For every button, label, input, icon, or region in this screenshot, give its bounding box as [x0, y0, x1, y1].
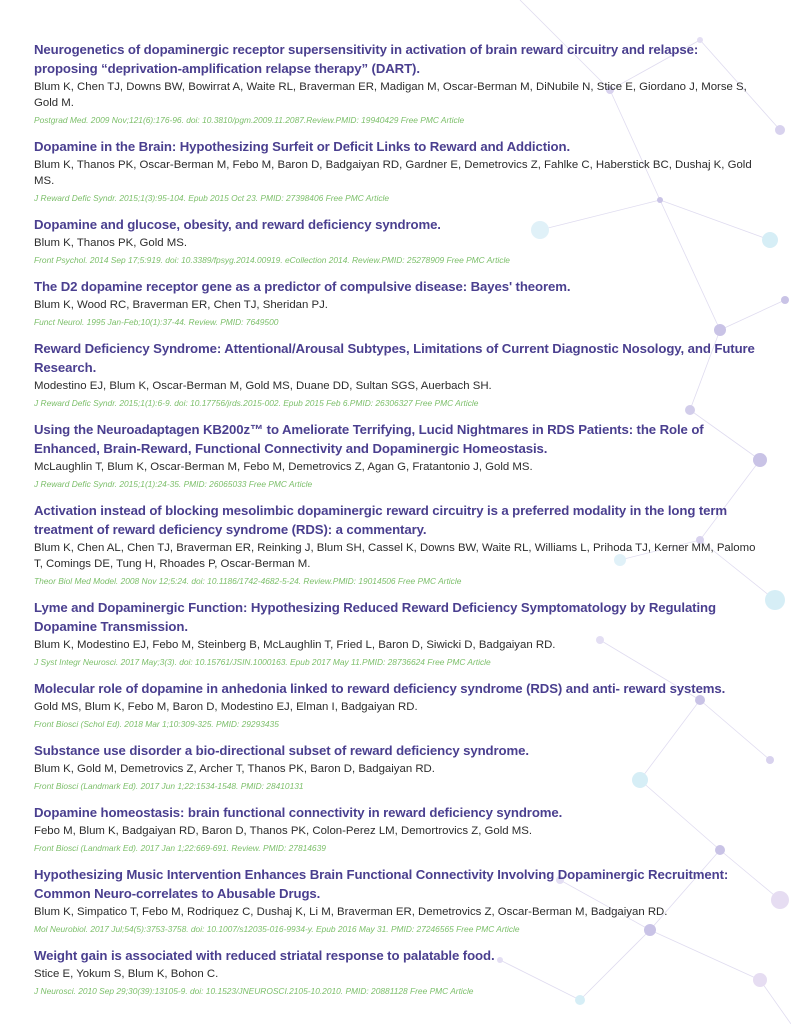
- reference-authors: McLaughlin T, Blum K, Oscar-Berman M, Febo M, Demetrovics Z, Agan G, Fratantonio J, Gold MS.: [34, 461, 533, 473]
- reference-authors: Blum K, Gold M, Demetrovics Z, Archer T, Thanos PK, Baron D, Badgaiyan RD.: [34, 763, 435, 775]
- reference-item: [34, 137, 756, 204]
- reference-title[interactable]: Hypothesizing Music Intervention Enhances Brain Functional Connectivity Involving Dopaminergic Recruitment: Common Neuro-correlates to Abusable Drugs.: [34, 867, 729, 901]
- reference-source: Front Biosci (Landmark Ed). 2017 Jan 1;22:669-691. Review. PMID: 27814639: [34, 843, 326, 853]
- reference-title[interactable]: Using the Neuroadaptagen KB200z™ to Ameliorate Terrifying, Lucid Nightmares in RDS Patients: the Role of Enhanced, Brain-Reward, Functional Connectivity and Dopaminergic Homeostasis.: [34, 422, 704, 456]
- reference-item: [34, 803, 756, 854]
- reference-source: J Neurosci. 2010 Sep 29;30(39):13105-9. doi: 10.1523/JNEUROSCI.2105-10.2010. PMID: 20881128 Free PMC Article: [34, 986, 474, 996]
- reference-source: Front Biosci (Schol Ed). 2018 Mar 1;10:309-325. PMID: 29293435: [34, 719, 279, 729]
- reference-authors: Gold MS, Blum K, Febo M, Baron D, Modestino EJ, Elman I, Badgaiyan RD.: [34, 701, 418, 713]
- reference-title[interactable]: Substance use disorder a bio-directional subset of reward deficiency syndrome.: [34, 743, 529, 758]
- reference-authors: Blum K, Chen AL, Chen TJ, Braverman ER, Reinking J, Blum SH, Cassel K, Downs BW, Waite RL, Williams L, Prihoda TJ, Kerner MM, Palomo T, Comings DE, Tung H, Rhoades P, Oscar-Berman M.: [34, 542, 756, 570]
- reference-source: Front Biosci (Landmark Ed). 2017 Jun 1;22:1534-1548. PMID: 28410131: [34, 781, 304, 791]
- reference-title[interactable]: Lyme and Dopaminergic Function: Hypothesizing Reduced Reward Deficiency Symptomatology by Regulating Dopamine Transmission.: [34, 600, 716, 634]
- reference-title[interactable]: Dopamine and glucose, obesity, and reward deficiency syndrome.: [34, 217, 441, 232]
- reference-source: J Syst Integr Neurosci. 2017 May;3(3). doi: 10.15761/JSIN.1000163. Epub 2017 May 11.PMID: 28736624 Free PMC Article: [34, 657, 491, 667]
- reference-item: [34, 741, 756, 792]
- reference-source: J Reward Defic Syndr. 2015;1(1):24-35. PMID: 26065033 Free PMC Article: [34, 479, 313, 489]
- reference-authors: Stice E, Yokum S, Blum K, Bohon C.: [34, 968, 219, 980]
- reference-source: Mol Neurobiol. 2017 Jul;54(5):3753-3758. doi: 10.1007/s12035-016-9934-y. Epub 2016 May 31. PMID: 27246565 Free PMC Article: [34, 924, 520, 934]
- reference-authors: Blum K, Thanos PK, Gold MS.: [34, 237, 187, 249]
- reference-authors: Modestino EJ, Blum K, Oscar-Berman M, Gold MS, Duane DD, Sultan SGS, Auerbach SH.: [34, 380, 492, 392]
- reference-item: [34, 501, 756, 587]
- reference-item: [34, 420, 756, 490]
- reference-item: [34, 40, 756, 126]
- reference-item: [34, 946, 756, 997]
- reference-source: Theor Biol Med Model. 2008 Nov 12;5:24. doi: 10.1186/1742-4682-5-24. Review.PMID: 19014506 Free PMC Article: [34, 576, 462, 586]
- reference-authors: Blum K, Simpatico T, Febo M, Rodriquez C, Dushaj K, Li M, Braverman ER, Demetrovics Z, Oscar-Berman M, Badgaiyan RD.: [34, 906, 668, 918]
- reference-title[interactable]: Dopamine in the Brain: Hypothesizing Surfeit or Deficit Links to Reward and Addiction.: [34, 139, 571, 154]
- reference-source: Front Psychol. 2014 Sep 17;5:919. doi: 10.3389/fpsyg.2014.00919. eCollection 2014. Review.PMID: 25278909 Free PMC Article: [34, 255, 510, 265]
- reference-title[interactable]: Weight gain is associated with reduced striatal response to palatable food.: [34, 948, 495, 963]
- reference-title[interactable]: The D2 dopamine receptor gene as a predictor of compulsive disease: Bayes' theorem.: [34, 279, 571, 294]
- reference-item: [34, 679, 756, 730]
- reference-title[interactable]: Dopamine homeostasis: brain functional connectivity in reward deficiency syndrome.: [34, 805, 563, 820]
- reference-authors: Febo M, Blum K, Badgaiyan RD, Baron D, Thanos PK, Colon-Perez LM, Demortrovics Z, Gold MS.: [34, 825, 533, 837]
- reference-title[interactable]: Activation instead of blocking mesolimbic dopaminergic reward circuitry is a preferred modality in the long term treatment of reward deficiency syndrome (RDS): a commentary.: [34, 503, 728, 537]
- reference-title[interactable]: Molecular role of dopamine in anhedonia linked to reward deficiency syndrome (RDS) and anti- reward systems.: [34, 681, 726, 696]
- reference-title[interactable]: Neurogenetics of dopaminergic receptor supersensitivity in activation of brain reward circuitry and relapse: proposing “deprivation-amplification relapse therapy” (DART).: [34, 42, 699, 76]
- reference-item: [34, 277, 756, 328]
- reference-source: Funct Neurol. 1995 Jan-Feb;10(1):37-44. Review. PMID: 7649500: [34, 317, 279, 327]
- reference-authors: Blum K, Chen TJ, Downs BW, Bowirrat A, Waite RL, Braverman ER, Madigan M, Oscar-Berman M, DiNubile N, Stice E, Giordano J, Morse S, Gold M.: [34, 81, 747, 109]
- reference-source: Postgrad Med. 2009 Nov;121(6):176-96. doi: 10.3810/pgm.2009.11.2087.Review.PMID: 19940429 Free PMC Article: [34, 115, 465, 125]
- reference-authors: Blum K, Wood RC, Braverman ER, Chen TJ, Sheridan PJ.: [34, 299, 328, 311]
- reference-list: [34, 40, 756, 1008]
- reference-authors: Blum K, Thanos PK, Oscar-Berman M, Febo M, Baron D, Badgaiyan RD, Gardner E, Demetrovics Z, Fahlke C, Haberstick BC, Dushaj K, Gold MS.: [34, 159, 752, 187]
- reference-authors: Blum K, Modestino EJ, Febo M, Steinberg B, McLaughlin T, Fried L, Baron D, Siwicki D, Badgaiyan RD.: [34, 639, 556, 651]
- reference-source: J Reward Defic Syndr. 2015;1(1):6-9. doi: 10.17756/jrds.2015-002. Epub 2015 Feb 6.PMID: 26306327 Free PMC Article: [34, 398, 479, 408]
- reference-item: [34, 215, 756, 266]
- reference-item: [34, 598, 756, 668]
- reference-source: J Reward Defic Syndr. 2015;1(3):95-104. Epub 2015 Oct 23. PMID: 27398406 Free PMC Article: [34, 193, 390, 203]
- reference-item: [34, 339, 756, 409]
- reference-item: [34, 865, 756, 935]
- reference-title[interactable]: Reward Deficiency Syndrome: Attentional/Arousal Subtypes, Limitations of Current Diagnostic Nosology, and Future Research.: [34, 341, 755, 375]
